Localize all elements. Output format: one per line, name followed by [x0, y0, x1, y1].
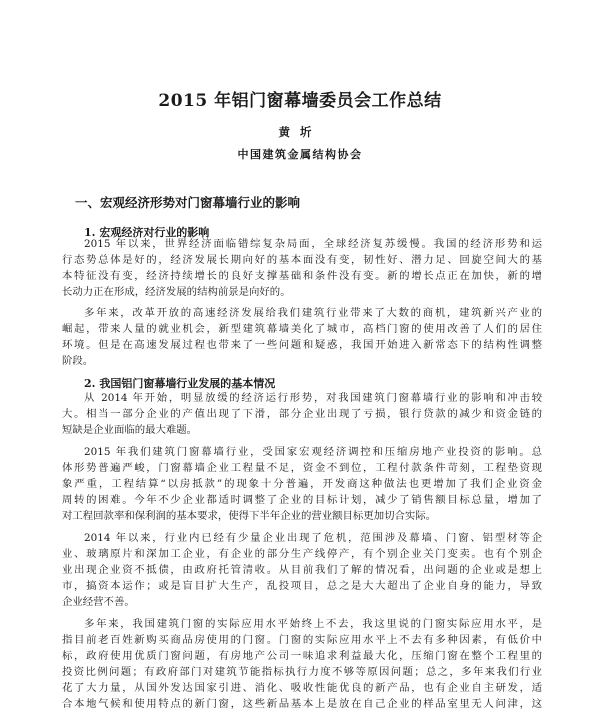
subsection-heading: 1. 宏观经济对行业的影响: [84, 226, 210, 239]
author-name: 黄圻: [278, 125, 322, 139]
paragraph-line: 指目前老百姓新购买商品房使用的门窗。门窗的实际应用水平上不去有多种因素，有低价中: [62, 634, 542, 646]
author-affiliation: 中国建筑金属结构协会: [237, 148, 363, 161]
paragraph-line: 合本地气候和使用特点的新门窗，这些新品基本上是放在自己企业的样品室里无人问津，这: [62, 698, 542, 710]
paragraph-line: 花了大力量，从国外发达国家引进、消化、吸收性能优良的新产品，也有企业自主研发，适: [62, 682, 542, 694]
paragraph-line: 本特征没有变，经济持续增长的良好支撑基础和条件没有变。新的增长点正在加快，新的增: [62, 270, 542, 282]
document-title: 2015 年铝门窗幕墙委员会工作总结: [158, 91, 442, 111]
paragraph-line: 从 2014 年开始，明显放缓的经济运行形势，对我国建筑门窗幕墙行业的影响和冲击较: [84, 392, 542, 404]
paragraph-line: 投资比例问题；有政府部门对建筑节能指标执行力度不够等原因问题；总之，多年来我们行业: [62, 666, 542, 678]
paragraph-line: 业、玻璃原片和深加工企业，有企业的部分生产线停产，有个别企业关门变卖。也有个别企: [62, 548, 542, 560]
section-heading: 一、宏观经济形势对门窗幕墙行业的影响: [75, 195, 301, 210]
paragraph-line: 大。相当一部分企业的产值出现了下滑，部分企业出现了亏损，银行贷款的减少和资金链的: [62, 408, 542, 420]
paragraph-line: 2015 年我们建筑门窗幕墙行业，受国家宏观经济调控和压缩房地产业投资的影响。总: [84, 446, 542, 458]
paragraph-line: 短缺是企业面临的最大难题。: [62, 424, 198, 436]
paragraph-line: 象严重，工程结算“以房抵款”的现象十分普遍，开发商这种做法也更增加了我们企业资金: [62, 478, 542, 490]
paragraph-line: 企业经营不善。: [62, 596, 135, 608]
paragraph-line: 多年来，改革开放的高速经济发展给我们建筑行业带来了大数的商机，建筑新兴产业的: [84, 307, 542, 319]
paragraph-line: 崛起，带来人量的就业机会，新型建筑幕墙美化了城市，高档门窗的使用改善了人们的居住: [62, 323, 542, 335]
paragraph-line: 行态势总体是好的，经济发展长期向好的基本面没有变，韧性好、潜力足、回旋空间大的基: [62, 254, 542, 266]
paragraph-line: 环境。但是在高速发展过程也带来了一些问题和疑惑，我国开始进入新常态下的结构性调整: [62, 339, 542, 351]
paragraph-line: 对工程回款率和保利润的基本要求，使得下半年企业的营业额目标更加切合实际。: [62, 510, 437, 522]
paragraph-line: 长动力正在形成，经济发展的结构前景是向好的。: [62, 286, 291, 298]
paragraph-line: 市，搞资本运作；或是盲目扩大生产，乱投项目，总之是大大超出了企业自身的能力，导致: [62, 580, 542, 592]
paragraph-line: 体形势普遍严峻，门窗幕墙企业工程量不足，资金不到位，工程付款条件苛刻，工程垫资现: [62, 462, 542, 474]
paragraph-line: 标，政府使用优质门窗问题，有房地产公司一味追求利益最大化，压缩门窗在整个工程里的: [62, 650, 542, 662]
paragraph-line: 多年来，我国建筑门窗的实际应用水平始终上不去，我这里说的门窗实际应用水平，是: [84, 618, 542, 630]
paragraph-line: 阶段。: [62, 355, 94, 367]
paragraph-line: 2015 年以来，世界经济面临错综复杂局面，全球经济复苏缓慢。我国的经济形势和运: [84, 238, 542, 250]
paragraph-line: 周转的困难。今年不少企业都适时调整了企业的目标计划，减少了销售额目标总量，增加了: [62, 494, 542, 506]
subsection-heading: 2. 我国铝门窗幕墙行业发展的基本情况: [84, 377, 276, 390]
paragraph-line: 业出现企业资不抵债，由政府托管清收。从目前我们了解的情况看，出问题的企业或是想上: [62, 564, 542, 576]
paragraph-line: 2014 年以来，行业内已经有少量企业出现了危机，范围涉及幕墙、门窗、铝型材等企: [84, 532, 542, 544]
